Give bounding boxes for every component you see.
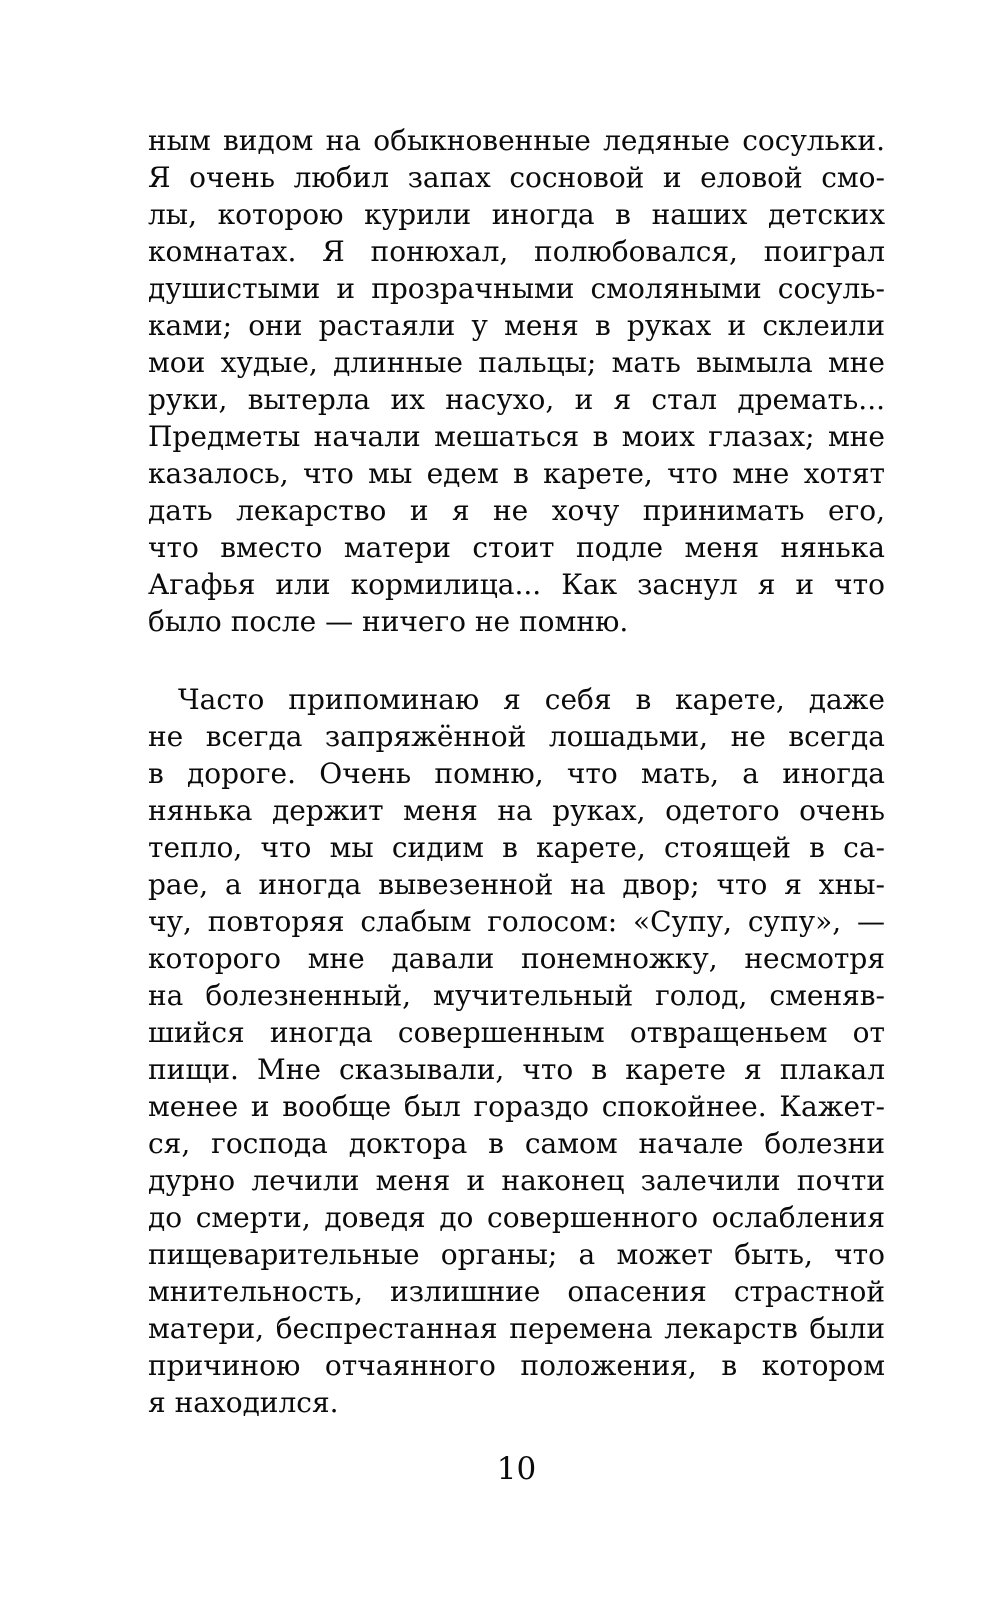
text-line: которого мне давали понемножку, несмотря [148, 942, 885, 975]
text-line: Часто припоминаю я себя в карете, даже [178, 683, 885, 716]
text-line: комнатах. Я понюхал, полюбовался, поиграл [148, 235, 885, 268]
text-line: матери, беспрестанная перемена лекарств были [148, 1312, 885, 1345]
text-line: Предметы начали мешаться в моих глазах; мне [148, 420, 885, 453]
text-line: менее и вообще был гораздо спокойнее. Кажет- [148, 1090, 885, 1123]
text-line: дурно лечили меня и наконец залечили почти [148, 1164, 885, 1197]
text-line: в дороге. Очень помню, что мать, а иногда [148, 757, 885, 790]
text-line: дать лекарство и я не хочу принимать его, [148, 494, 885, 527]
text-line: до смерти, доведя до совершенного ослабления [148, 1201, 885, 1234]
text-line: тепло, что мы сидим в карете, стоящей в са- [148, 831, 885, 864]
text-line: пищи. Мне сказывали, что в карете я плакал [148, 1053, 885, 1086]
text-line: что вместо матери стоит подле меня нянька [148, 531, 885, 564]
text-line: казалось, что мы едем в карете, что мне хотят [148, 457, 885, 490]
text-line: Я очень любил запах сосновой и еловой смо- [148, 161, 885, 194]
paragraph [148, 681, 885, 1421]
text-block [148, 122, 885, 1421]
text-line: чу, повторяя слабым голосом: «Супу, супу», — [148, 905, 885, 938]
page-number: 10 [496, 1451, 537, 1487]
text-line: причиною отчаянного положения, в котором [148, 1349, 885, 1382]
text-line: ками; они растаяли у меня в руках и склеили [148, 309, 885, 342]
text-line: рае, а иногда вывезенной на двор; что я хны- [148, 868, 885, 901]
text-line: лы, которою курили иногда в наших детских [148, 198, 885, 231]
text-line: на болезненный, мучительный голод, сменяв- [148, 979, 885, 1012]
text-line: руки, вытерла их насухо, и я стал дремать... [148, 383, 885, 416]
text-line: нянька держит меня на руках, одетого очень [148, 794, 885, 827]
text-line: ся, господа доктора в самом начале болезни [148, 1127, 885, 1160]
text-line: пищеварительные органы; а может быть, что [148, 1238, 885, 1271]
text-line: шийся иногда совершенным отвращеньем от [148, 1016, 885, 1049]
text-line: мои худые, длинные пальцы; мать вымыла мне [148, 346, 885, 379]
text-line: было после — ничего не помню. [148, 605, 629, 638]
text-line: я находился. [148, 1386, 339, 1419]
text-line: душистыми и прозрачными смоляными сосуль- [148, 272, 885, 305]
paragraph [148, 122, 885, 640]
text-line: Агафья или кормилица... Как заснул я и что [148, 568, 885, 601]
text-line: мнительность, излишние опасения страстной [148, 1275, 885, 1308]
text-line: ным видом на обыкновенные ледяные сосульки. [148, 124, 885, 157]
text-line: не всегда запряжённой лошадьми, не всегда [148, 720, 885, 753]
